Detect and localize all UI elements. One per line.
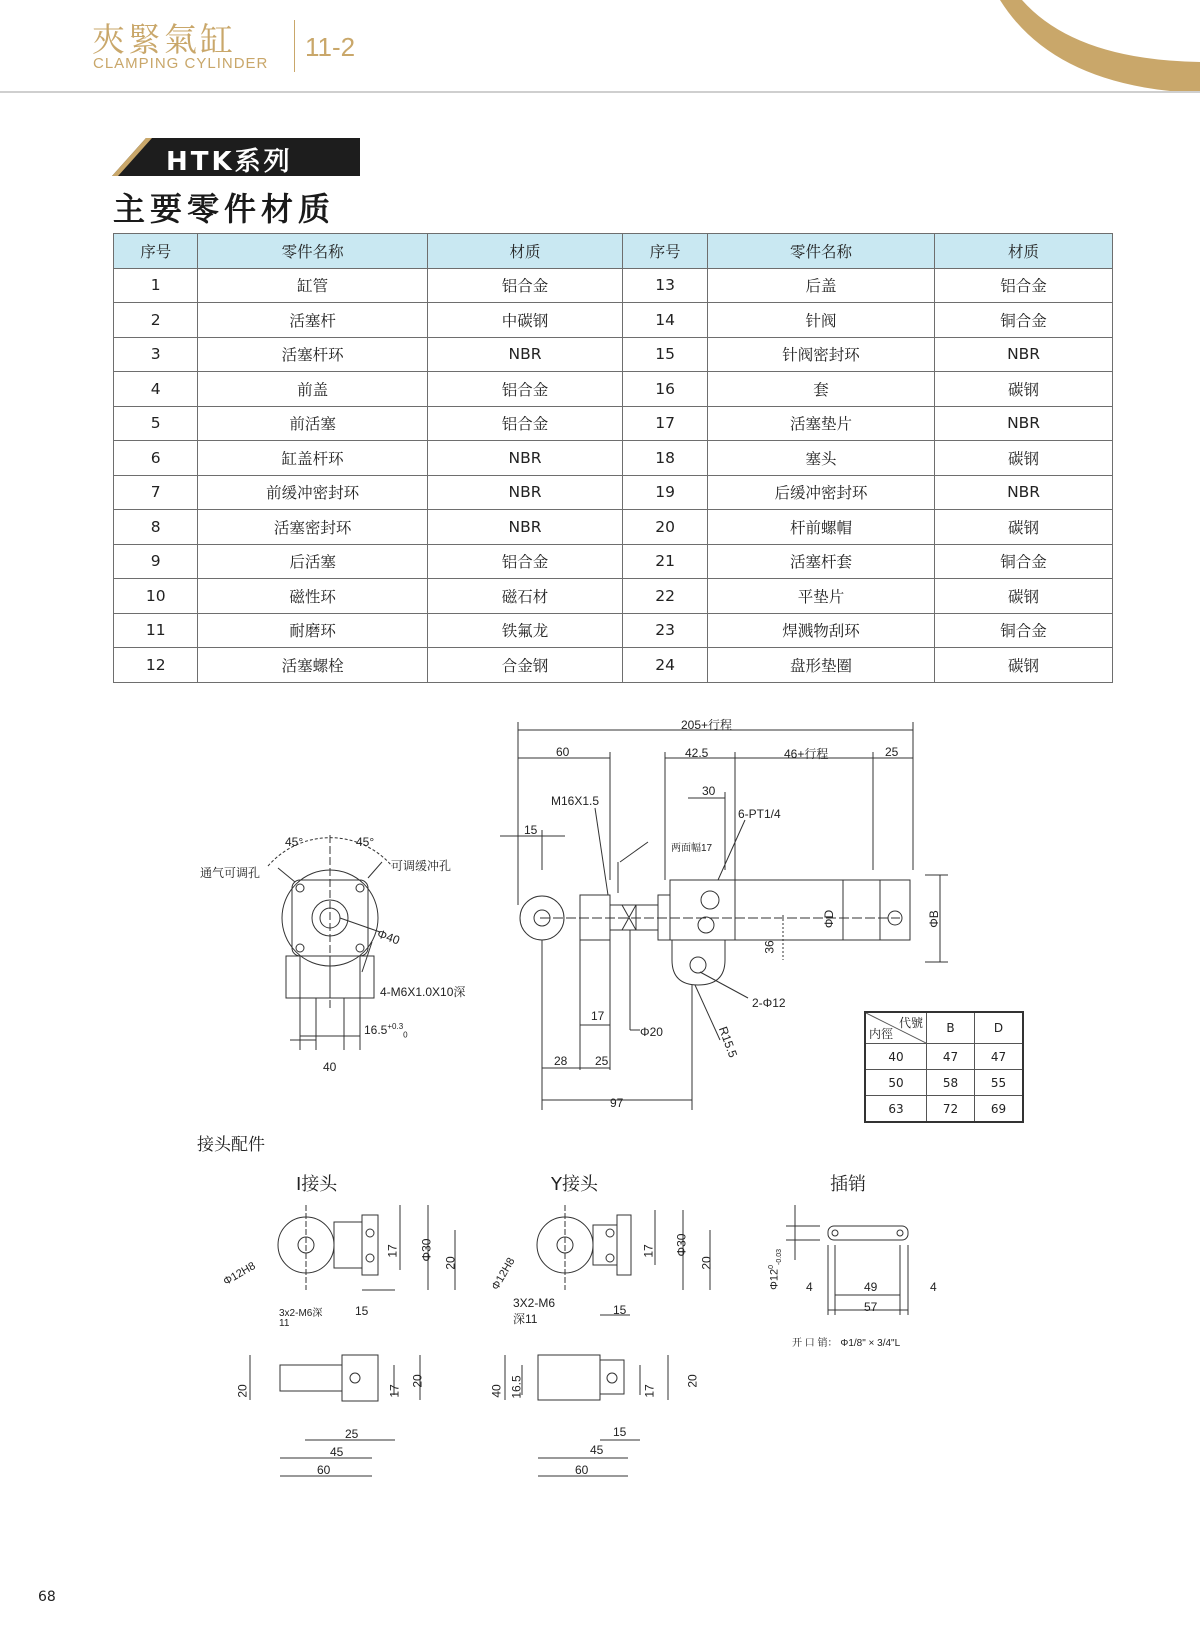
- table-cell: 12: [114, 648, 198, 683]
- y-dim-60: 60: [575, 1463, 589, 1477]
- table-cell: 1: [114, 268, 198, 303]
- y-thread-depth: 深11: [513, 1312, 538, 1326]
- table-cell: 铝合金: [427, 372, 623, 407]
- table-cell: 盘形垫圈: [707, 648, 934, 683]
- bd-row: [865, 1096, 1023, 1123]
- table-cell: 中碳钢: [427, 303, 623, 338]
- y-dim-40: 40: [489, 1384, 504, 1398]
- y-dim-20b: 20: [685, 1374, 700, 1388]
- table-cell: 铝合金: [427, 268, 623, 303]
- i-dim-20c: 20: [410, 1374, 425, 1388]
- page-number: 68: [38, 1589, 56, 1605]
- table-cell: 19: [623, 475, 707, 510]
- table-cell: NBR: [935, 406, 1113, 441]
- table-cell: 套: [707, 372, 934, 407]
- i-thread: 3x2-M6深: [279, 1308, 323, 1319]
- pin-dim-4a: 4: [806, 1280, 813, 1294]
- side-dim-36: 36: [762, 940, 777, 954]
- front-cushion-label: 可调缓冲孔: [391, 859, 452, 873]
- table-cell: 前盖: [198, 372, 427, 407]
- series-tag-label: HTK系列: [166, 147, 293, 177]
- table-cell: 合金钢: [427, 648, 623, 683]
- bd-cell: 50: [865, 1070, 927, 1096]
- table-header-cell: 零件名称: [198, 234, 427, 269]
- table-cell: NBR: [935, 337, 1113, 372]
- side-dim-30: 30: [702, 784, 716, 798]
- table-cell: 塞头: [707, 441, 934, 476]
- table-cell: 铝合金: [427, 406, 623, 441]
- bd-row: [865, 1044, 1023, 1070]
- i-phi12h8: Φ12H8: [221, 1260, 258, 1288]
- y-dim-17: 17: [641, 1244, 656, 1258]
- side-dim-97: 97: [610, 1096, 624, 1110]
- y-dim-15: 15: [613, 1303, 627, 1317]
- y-dim-45: 45: [590, 1443, 604, 1457]
- bd-cell: 58: [927, 1070, 975, 1096]
- table-cell: 11: [114, 613, 198, 648]
- table-cell: 4: [114, 372, 198, 407]
- table-cell: 磁石材: [427, 579, 623, 614]
- table-cell: 活塞螺栓: [198, 648, 427, 683]
- bd-corner-bottom: 内徑: [869, 1027, 894, 1041]
- table-cell: 碳钢: [935, 441, 1113, 476]
- side-dim-42-5: 42.5: [685, 746, 709, 760]
- table-cell: 后盖: [707, 268, 934, 303]
- table-cell: 铝合金: [935, 268, 1113, 303]
- table-cell: 碳钢: [935, 648, 1113, 683]
- table-cell: 针阀密封环: [707, 337, 934, 372]
- bd-corner-top: 代號: [898, 1016, 923, 1030]
- front-view: [268, 835, 392, 1050]
- i-dim-17: 17: [385, 1244, 400, 1258]
- front-dia40: Φ40: [375, 926, 402, 948]
- table-cell: 焊溅物刮环: [707, 613, 934, 648]
- i-dim-15: 15: [355, 1304, 369, 1318]
- table-cell: 20: [623, 510, 707, 545]
- table-cell: 后缓冲密封环: [707, 475, 934, 510]
- table-header-cell: 序号: [114, 234, 198, 269]
- table-cell: 缸盖杆环: [198, 441, 427, 476]
- table-cell: 21: [623, 544, 707, 579]
- y-dim-17b: 17: [642, 1384, 657, 1398]
- table-cell: 活塞杆套: [707, 544, 934, 579]
- table-cell: 14: [623, 303, 707, 338]
- table-cell: 9: [114, 544, 198, 579]
- table-cell: 前缓冲密封环: [198, 475, 427, 510]
- table-cell: 活塞杆: [198, 303, 427, 338]
- side-r15-5: R15.5: [715, 1024, 741, 1060]
- bd-cell: 47: [927, 1044, 975, 1070]
- table-cell: 铜合金: [935, 544, 1113, 579]
- table-cell: 碳钢: [935, 579, 1113, 614]
- y-dim-16-5: 16.5: [509, 1375, 524, 1399]
- front-angle-right: 45°: [356, 835, 375, 849]
- table-cell: 10: [114, 579, 198, 614]
- y-dim-20: 20: [699, 1256, 714, 1270]
- side-phi-d: ΦD: [822, 909, 837, 929]
- i-phi30: Φ30: [419, 1238, 434, 1262]
- i-dim-45: 45: [330, 1445, 344, 1459]
- table-cell: 7: [114, 475, 198, 510]
- side-dim-25: 25: [885, 745, 899, 759]
- table-cell: NBR: [427, 441, 623, 476]
- i-joint-title: I接头: [296, 1174, 338, 1195]
- accessories-title: 接头配件: [197, 1135, 265, 1155]
- front-fit-tol-up: +0.3: [387, 1022, 404, 1031]
- i-dim-25: 25: [345, 1427, 359, 1441]
- table-header-cell: 零件名称: [707, 234, 934, 269]
- pin-tol-low: -0.03: [775, 1248, 783, 1265]
- table-cell: 铜合金: [935, 303, 1113, 338]
- table-cell: 碳钢: [935, 372, 1113, 407]
- i-dim-17b: 17: [387, 1384, 402, 1398]
- table-cell: 22: [623, 579, 707, 614]
- table-cell: 3: [114, 337, 198, 372]
- table-cell: 针阀: [707, 303, 934, 338]
- table-header-cell: 材质: [427, 234, 623, 269]
- bd-corner-cell: [865, 1012, 927, 1044]
- table-cell: 后活塞: [198, 544, 427, 579]
- bd-header-row: [865, 1012, 1023, 1044]
- side-port-pt14: 6-PT1/4: [738, 807, 781, 821]
- table-cell: 2: [114, 303, 198, 338]
- bd-cell: 72: [927, 1096, 975, 1123]
- table-cell: 15: [623, 337, 707, 372]
- table-cell: NBR: [427, 475, 623, 510]
- front-angle-left: 45°: [285, 835, 304, 849]
- table-cell: 磁性环: [198, 579, 427, 614]
- side-holes-2-phi12: 2-Φ12: [752, 996, 786, 1010]
- y-thread: 3X2-M6: [513, 1296, 556, 1310]
- table-cell: 13: [623, 268, 707, 303]
- table-cell: NBR: [427, 337, 623, 372]
- bd-cell: 63: [865, 1096, 927, 1123]
- table-cell: 16: [623, 372, 707, 407]
- table-cell: 活塞杆环: [198, 337, 427, 372]
- side-dim-28: 28: [554, 1054, 568, 1068]
- side-stroke-46: 46+行程: [784, 747, 829, 761]
- y-phi30: Φ30: [674, 1233, 689, 1257]
- table-cell: 平垫片: [707, 579, 934, 614]
- bd-cell: 55: [975, 1070, 1024, 1096]
- pin-dim-57: 57: [864, 1300, 878, 1314]
- bd-cell: 47: [975, 1044, 1024, 1070]
- side-dim-25b: 25: [595, 1054, 609, 1068]
- table-cell: NBR: [427, 510, 623, 545]
- side-flats-17: 两面幅17: [671, 843, 713, 854]
- y-joint-title: Y接头: [551, 1174, 598, 1195]
- pin-phi12-value: Φ12: [768, 1268, 781, 1290]
- table-cell: 23: [623, 613, 707, 648]
- pin-tol-up: 0: [768, 1264, 776, 1269]
- pin-drawing: [786, 1205, 908, 1315]
- table-cell: 6: [114, 441, 198, 476]
- side-dim-17: 17: [591, 1009, 605, 1023]
- pin-dim-4b: 4: [930, 1280, 937, 1294]
- side-phi20: Φ20: [640, 1025, 663, 1039]
- i-dim-60: 60: [317, 1463, 331, 1477]
- header-title-en: CLAMPING CYLINDER: [93, 55, 269, 72]
- side-total-length: 205+行程: [681, 718, 733, 732]
- front-bolt-label: 4-M6X1.0X10深: [380, 985, 466, 999]
- side-thread-m16: M16X1.5: [551, 794, 600, 808]
- side-dim-60: 60: [556, 745, 570, 759]
- table-cell: 耐磨环: [198, 613, 427, 648]
- pin-phi12: [768, 1249, 783, 1290]
- table-cell: 活塞密封环: [198, 510, 427, 545]
- bd-header-d: D: [975, 1012, 1024, 1044]
- front-fit-tol-low: 0: [403, 1030, 408, 1040]
- table-cell: 铝合金: [427, 544, 623, 579]
- table-cell: 碳钢: [935, 510, 1113, 545]
- table-cell: 活塞垫片: [707, 406, 934, 441]
- table-cell: 24: [623, 648, 707, 683]
- y-dim-15b: 15: [613, 1425, 627, 1439]
- table-cell: 18: [623, 441, 707, 476]
- table-cell: 17: [623, 406, 707, 441]
- table-cell: 缸管: [198, 268, 427, 303]
- bd-cell: 69: [975, 1096, 1024, 1123]
- bd-row: [865, 1070, 1023, 1096]
- pin-title: 插销: [830, 1174, 866, 1195]
- header-title-cn: 夾緊氣缸: [92, 20, 236, 59]
- table-cell: 杆前螺帽: [707, 510, 934, 545]
- table-cell: 铁氟龙: [427, 613, 623, 648]
- table-header-cell: 材质: [935, 234, 1113, 269]
- pin-dim-49: 49: [864, 1280, 878, 1294]
- header-page-code: 11-2: [305, 32, 356, 62]
- i-dim-20b: 20: [235, 1384, 250, 1398]
- table-cell: 铜合金: [935, 613, 1113, 648]
- side-dim-15: 15: [524, 823, 538, 837]
- front-vent-label: 通气可调孔: [200, 866, 261, 880]
- bd-header-b: B: [927, 1012, 975, 1044]
- bore-dimension-table: [864, 1011, 1024, 1123]
- table-cell: NBR: [935, 475, 1113, 510]
- bd-cell: 40: [865, 1044, 927, 1070]
- section-title: 主要零件材质: [113, 190, 336, 228]
- front-width40: 40: [323, 1060, 337, 1074]
- table-header-cell: 序号: [623, 234, 707, 269]
- table-cell: 5: [114, 406, 198, 441]
- table-cell: 8: [114, 510, 198, 545]
- front-fit-label: [364, 1022, 408, 1039]
- side-phi-b: ΦB: [926, 910, 941, 928]
- pin-cotter-note: 开 口 销： Φ1/8" × 3/4"L: [792, 1338, 901, 1349]
- i-thread-depth: 11: [279, 1318, 290, 1329]
- y-phi12h8: Φ12H8: [489, 1255, 518, 1293]
- front-fit-value: 16.5: [364, 1023, 388, 1037]
- table-cell: 前活塞: [198, 406, 427, 441]
- i-dim-20: 20: [443, 1256, 458, 1270]
